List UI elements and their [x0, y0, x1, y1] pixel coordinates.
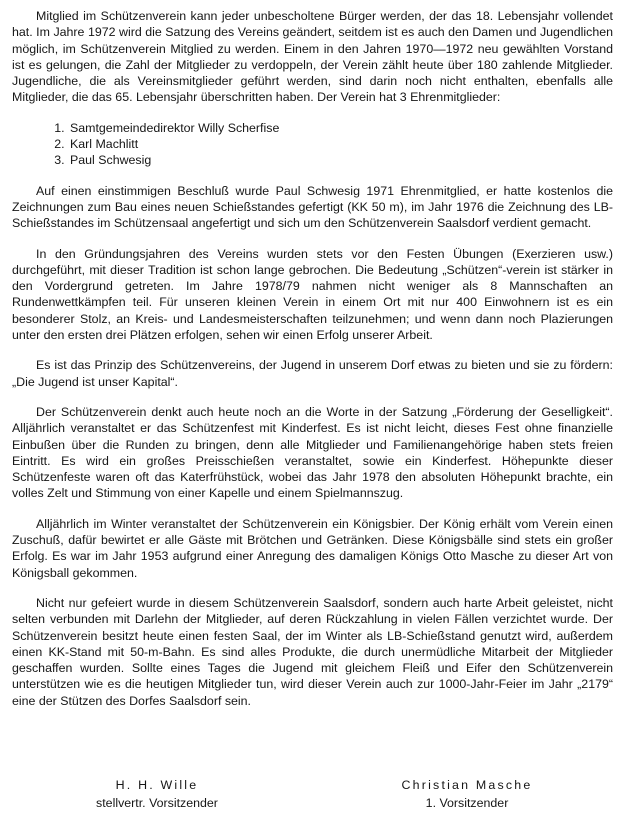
signature-name: H. H. Wille: [115, 778, 199, 792]
paragraph-tradition: In den Gründungsjahren des Vereins wurden stets vor den Festen Übungen (Exerzieren usw.) durchgeführt, mit dieser Tradition ist schon lange gebrochen. Die Bedeutung „Schützen“-verein ist stärker in den Vordergrund getreten. Im Jahre 1978/79 nahmen nicht weniger als 8 Mannschaften an Rundenwettkämpfen teil. Für unseren kleinen Verein in einem Ort mit nur 400 Einwohnern ist es ein besonderer Stolz, an Kreis- und Landesmeisterschaften teilzunehmen; und wenn dann noch Plazierungen unter den ersten drei Plätzen erfolgen, sehen wir einen Erfolg unserer Arbeit.: [12, 246, 613, 343]
signature-role: stellvertr. Vorsitzender: [96, 796, 218, 810]
honorary-members-list: [12, 120, 613, 169]
signature-right: [357, 776, 577, 812]
paragraph-membership: Mitglied im Schützenverein kann jeder unbescholtene Bürger werden, der das 18. Lebensjahr vollendet hat. Im Jahre 1972 wird die Satzung des Vereins geändert, seitdem ist es auch den Damen und Jugendlichen möglich, im Schützenverein Mitglied zu werden. Einem in den Jahren 1970—1972 neu gewählten Vorstand ist es gelungen, die Zahl der Mitglieder zu verdoppeln, der Verein zählt heute über 180 zahlende Mitglieder. Jugendliche, die als Vereinsmitglieder geführt werden, sind darin noch nicht enthalten, ebenfalls alle Mitglieder, die das 65. Lebensjahr überschritten haben. Der Verein hat 3 Ehrenmitglieder:: [12, 9, 613, 105]
list-item: 3. Paul Schwesig: [68, 152, 613, 168]
paragraph-schuetzenfest: Der Schützenverein denkt auch heute noch an die Worte in der Satzung „Förderung der Geselligkeit“. Alljährlich veranstaltet er das Schützenfest mit Kinderfest. Es ist nicht leicht, dieses Fest ohne finanzielle Einbußen über die Runden zu bringen, denn alle Mitglieder und Familienangehörige haben stets freien Eintritt. Es wird ein großes Preisschießen veranstaltet, sowie ein Kinderfest. Höhepunkte dieser Schützenfeste waren oft das Katerfrühstück, wobei das Jahr 1978 den absoluten Höhepunkt brachte, ein volles Zelt und Stimmung von einer Kapelle und einem Spielmannszug.: [12, 404, 613, 501]
paragraph-work: Nicht nur gefeiert wurde in diesem Schützenverein Saalsdorf, sondern auch harte Arbeit geleistet, nicht selten verbunden mit Darlehn der Mitglieder, auf deren Rückzahlung in vielen Fällen verzichtet wurde. Der Schützenverein besitzt heute einen festen Saal, der im Winter als LB-Schießstand genutzt wird, außerdem einen KK-Stand mit 50-m-Bahn. Es sind alles Produkte, die durch unermüdliche Mitarbeit der Mitglieder geschaffen wurden. Sollte eines Tages die Jugend mit gleichem Fleiß und Eifer den Schützenverein unterstützen wie es die heutigen Mitglieder tun, wird dieser Verein auch zur 1000-Jahr-Feier im Jahr „2179“ eine der Stützen des Dorfes Saalsdorf sein.: [12, 595, 613, 708]
list-item: 2. Karl Machlitt: [68, 136, 613, 152]
document-page: [12, 8, 613, 721]
paragraph-youth: Es ist das Prinzip des Schützenvereins, der Jugend in unserem Dorf etwas zu bieten und sie zu fördern: „Die Jugend ist unser Kapital“.: [12, 358, 613, 389]
paragraph-schwesig: Auf einen einstimmigen Beschluß wurde Paul Schwesig 1971 Ehrenmitglied, er hatte kostenlos die Zeichnungen zum Bau eines neuen Schießstandes gefertigt (KK 50 m), im Jahr 1976 die Zeichnung des LB-Schießstandes im Schützensaal angefertigt und sich um den Schützenverein Saalsdorf verdient gemacht.: [12, 183, 613, 231]
paragraph-koenigsbier: Alljährlich im Winter veranstaltet der Schützenverein ein Königsbier. Der König erhält vom Verein einen Zuschuß, dafür bewirtet er alle Gäste mit Brötchen und Getränken. Diese Königsbälle sind stets ein großer Erfolg. Es war im Jahr 1953 aufgrund einer Anregung des damaligen Königs Otto Masche zu dieser Art von Königsball gekommen.: [12, 516, 613, 580]
signature-role: 1. Vorsitzender: [425, 796, 509, 810]
signature-left: [47, 776, 267, 812]
signature-name: Christian Masche: [401, 778, 533, 792]
list-item: 1. Samtgemeindedirektor Willy Scherfise: [68, 120, 613, 136]
